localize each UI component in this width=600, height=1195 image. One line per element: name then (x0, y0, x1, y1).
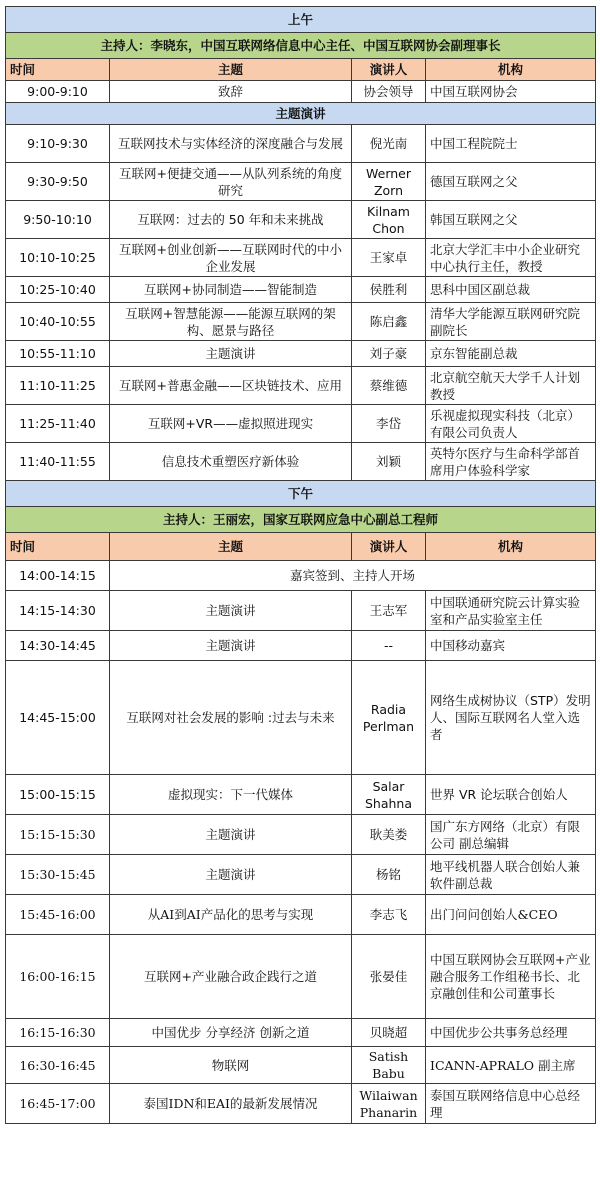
topic-cell: 互联网+普惠金融——区块链技术、应用 (110, 367, 352, 405)
header-speaker: 演讲人 (352, 59, 426, 81)
time-cell: 9:00-9:10 (6, 81, 110, 103)
org-cell: 英特尔医疗与生命科学部首席用户体验科学家 (426, 443, 596, 481)
speaker-cell: 倪光南 (352, 125, 426, 163)
header-row-afternoon (6, 533, 596, 561)
header-topic: 主题 (110, 59, 352, 81)
topic-cell: 物联网 (110, 1047, 352, 1084)
topic-cell: 互联网+智慧能源——能源互联网的架构、愿景与路径 (110, 303, 352, 341)
topic-cell: 互联网+协同制造——智能制造 (110, 277, 352, 303)
time-cell: 9:30-9:50 (6, 163, 110, 201)
table-row (6, 855, 596, 895)
time-cell: 16:45-17:00 (6, 1084, 110, 1124)
topic-cell: 主题演讲 (110, 855, 352, 895)
topic-cell: 信息技术重塑医疗新体验 (110, 443, 352, 481)
table-row (6, 405, 596, 443)
table-row (6, 561, 596, 591)
keynote-row (6, 103, 596, 125)
time-cell: 16:00-16:15 (6, 935, 110, 1019)
table-row (6, 1019, 596, 1047)
speaker-cell: Salar Shahna (352, 775, 426, 815)
table-row (6, 443, 596, 481)
time-cell: 15:00-15:15 (6, 775, 110, 815)
keynote-label: 主题演讲 (6, 103, 596, 125)
speaker-cell: 陈启鑫 (352, 303, 426, 341)
header-time: 时间 (6, 59, 110, 81)
topic-cell: 互联网+产业融合政企践行之道 (110, 935, 352, 1019)
table-row (6, 591, 596, 631)
org-cell: 韩国互联网之父 (426, 201, 596, 239)
table-row (6, 1047, 596, 1084)
topic-cell: 中国优步 分享经济 创新之道 (110, 1019, 352, 1047)
table-row (6, 277, 596, 303)
header-speaker: 演讲人 (352, 533, 426, 561)
host-text: 主持人：李晓东，中国互联网络信息中心主任、中国互联网协会副理事长 (6, 33, 596, 59)
topic-cell: 互联网+创业创新——互联网时代的中小企业发展 (110, 239, 352, 277)
table-row (6, 775, 596, 815)
speaker-cell: 李志飞 (352, 895, 426, 935)
speaker-cell: 侯胜利 (352, 277, 426, 303)
speaker-cell: Werner Zorn (352, 163, 426, 201)
topic-cell: 主题演讲 (110, 341, 352, 367)
topic-cell: 主题演讲 (110, 815, 352, 855)
agenda-table (5, 6, 596, 1124)
speaker-cell: Kilnam Chon (352, 201, 426, 239)
header-org: 机构 (426, 59, 596, 81)
time-cell: 11:10-11:25 (6, 367, 110, 405)
table-row (6, 815, 596, 855)
topic-cell: 互联网+便捷交通——从队列系统的角度研究 (110, 163, 352, 201)
time-cell: 10:25-10:40 (6, 277, 110, 303)
org-cell: 中国联通研究院云计算实验室和产品实验室主任 (426, 591, 596, 631)
speaker-cell: Radia Perlman (352, 661, 426, 775)
time-cell: 11:40-11:55 (6, 443, 110, 481)
time-cell: 14:15-14:30 (6, 591, 110, 631)
time-cell: 10:10-10:25 (6, 239, 110, 277)
time-cell: 14:30-14:45 (6, 631, 110, 661)
header-topic: 主题 (110, 533, 352, 561)
time-cell: 14:45-15:00 (6, 661, 110, 775)
speaker-cell: 王家卓 (352, 239, 426, 277)
org-cell: ICANN-APRALO 副主席 (426, 1047, 596, 1084)
org-cell: 国广东方网络（北京）有限公司 副总编辑 (426, 815, 596, 855)
speaker-cell: 贝晓超 (352, 1019, 426, 1047)
org-cell: 中国工程院院士 (426, 125, 596, 163)
table-row (6, 661, 596, 775)
time-cell: 9:10-9:30 (6, 125, 110, 163)
header-time: 时间 (6, 533, 110, 561)
speaker-cell: 刘颖 (352, 443, 426, 481)
signin-cell: 嘉宾签到、主持人开场 (110, 561, 596, 591)
speaker-cell: 王志军 (352, 591, 426, 631)
table-row (6, 935, 596, 1019)
speaker-cell: 张晏佳 (352, 935, 426, 1019)
org-cell: 泰国互联网络信息中心总经理 (426, 1084, 596, 1124)
table-row (6, 125, 596, 163)
time-cell: 15:15-15:30 (6, 815, 110, 855)
topic-cell: 主题演讲 (110, 591, 352, 631)
host-row-afternoon (6, 507, 596, 533)
time-cell: 11:25-11:40 (6, 405, 110, 443)
org-cell: 京东智能副总裁 (426, 341, 596, 367)
table-row (6, 201, 596, 239)
topic-cell: 互联网：过去的 50 年和未来挑战 (110, 201, 352, 239)
time-cell: 10:55-11:10 (6, 341, 110, 367)
table-row (6, 341, 596, 367)
org-cell: 清华大学能源互联网研究院副院长 (426, 303, 596, 341)
table-row (6, 367, 596, 405)
table-row (6, 631, 596, 661)
speaker-cell: 李岱 (352, 405, 426, 443)
speaker-cell: -- (352, 631, 426, 661)
table-row (6, 895, 596, 935)
section-title: 下午 (6, 481, 596, 507)
speaker-cell: 耿美娄 (352, 815, 426, 855)
topic-cell: 互联网技术与实体经济的深度融合与发展 (110, 125, 352, 163)
org-cell: 中国互联网协会互联网+产业融合服务工作组秘书长、北京融创佳和公司董事长 (426, 935, 596, 1019)
time-cell: 16:15-16:30 (6, 1019, 110, 1047)
speaker-cell: 协会领导 (352, 81, 426, 103)
table-row (6, 81, 596, 103)
time-cell: 14:00-14:15 (6, 561, 110, 591)
table-row (6, 163, 596, 201)
table-row (6, 303, 596, 341)
org-cell: 中国互联网协会 (426, 81, 596, 103)
section-row-morning (6, 7, 596, 33)
org-cell: 乐视虚拟现实科技（北京）有限公司负责人 (426, 405, 596, 443)
section-row-afternoon (6, 481, 596, 507)
org-cell: 世界 VR 论坛联合创始人 (426, 775, 596, 815)
header-org: 机构 (426, 533, 596, 561)
topic-cell: 主题演讲 (110, 631, 352, 661)
section-title: 上午 (6, 7, 596, 33)
time-cell: 15:30-15:45 (6, 855, 110, 895)
topic-cell: 泰国IDN和EAI的最新发展情况 (110, 1084, 352, 1124)
time-cell: 16:30-16:45 (6, 1047, 110, 1084)
org-cell: 中国优步公共事务总经理 (426, 1019, 596, 1047)
host-row-morning (6, 33, 596, 59)
header-row-morning (6, 59, 596, 81)
org-cell: 地平线机器人联合创始人兼软件副总裁 (426, 855, 596, 895)
time-cell: 9:50-10:10 (6, 201, 110, 239)
topic-cell: 致辞 (110, 81, 352, 103)
org-cell: 北京大学汇丰中小企业研究中心执行主任，教授 (426, 239, 596, 277)
time-cell: 15:45-16:00 (6, 895, 110, 935)
org-cell: 中国移动嘉宾 (426, 631, 596, 661)
speaker-cell: 刘子豪 (352, 341, 426, 367)
table-row (6, 1084, 596, 1124)
org-cell: 思科中国区副总裁 (426, 277, 596, 303)
org-cell: 德国互联网之父 (426, 163, 596, 201)
time-cell: 10:40-10:55 (6, 303, 110, 341)
org-cell: 网络生成树协议（STP）发明人、国际互联网名人堂入选者 (426, 661, 596, 775)
table-row (6, 239, 596, 277)
speaker-cell: Satish Babu (352, 1047, 426, 1084)
topic-cell: 虚拟现实：下一代媒体 (110, 775, 352, 815)
topic-cell: 互联网对社会发展的影响 :过去与未来 (110, 661, 352, 775)
speaker-cell: Wilaiwan Phanarin (352, 1084, 426, 1124)
topic-cell: 从AI到AI产品化的思考与实现 (110, 895, 352, 935)
speaker-cell: 蔡维德 (352, 367, 426, 405)
topic-cell: 互联网+VR——虚拟照进现实 (110, 405, 352, 443)
host-text: 主持人：王丽宏，国家互联网应急中心副总工程师 (6, 507, 596, 533)
org-cell: 北京航空航天大学千人计划教授 (426, 367, 596, 405)
speaker-cell: 杨铭 (352, 855, 426, 895)
org-cell: 出门问问创始人&CEO (426, 895, 596, 935)
